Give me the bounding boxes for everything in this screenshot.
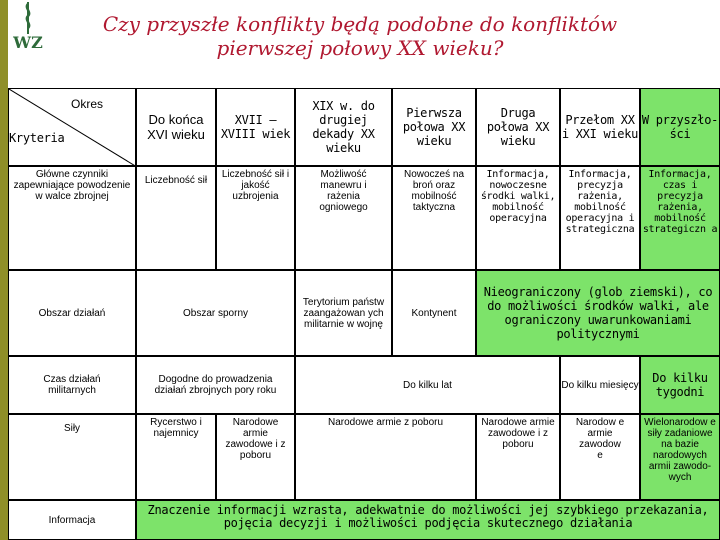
sily-wielonarodowe: Wielonarodow e siły zadaniowe na bazie narodowych armii zawodo-wych: [640, 414, 720, 500]
page-title: [60, 12, 660, 60]
title-line-2: pierwszej połowy XX wieku?: [216, 36, 504, 60]
col-header-6: W przyszło-ści: [640, 88, 720, 166]
czynniki-cell-0: Liczebność sił: [136, 166, 216, 270]
row-label-sily: Siły: [8, 414, 136, 500]
header-kryteria: Kryteria: [9, 131, 65, 145]
wz-logo-icon: [8, 0, 48, 52]
logo-text: WZ: [13, 33, 43, 52]
title-line-1: Czy przyszłe konflikty będą podobne do konfliktów: [102, 12, 618, 36]
header-corner-cell: [8, 88, 136, 166]
czynniki-cell-6: Informacja, czas i precyzja rażenia, mobilność strategiczn a: [640, 166, 720, 270]
czas-kilku-miesiecy: Do kilku miesięcy: [560, 356, 640, 414]
obszar-sporny: Obszar sporny: [136, 270, 295, 356]
row-label-informacja: Informacja: [8, 500, 136, 540]
czas-dogodne: Dogodne do prowadzenia działań zbrojnych pory roku: [136, 356, 295, 414]
sily-narodowe-pobor: Narodowe armie z poboru: [295, 414, 476, 500]
col-header-3: Pierwsza połowa XX wieku: [392, 88, 476, 166]
sily-narodowe-2: Narodowe armie zawodowe i z poboru: [476, 414, 560, 500]
row-label-czas: Czas działań militarnych: [8, 356, 136, 414]
sily-narodowe-1: Narodowe armie zawodowe i z poboru: [216, 414, 295, 500]
czynniki-cell-3: Nowocześ na broń oraz mobilność taktyczna: [392, 166, 476, 270]
informacja-text: Znaczenie informacji wzrasta, adekwatnie do możliwości jej szybkiego przekazania, pojęcia decyzji i możliwości podjęcia skutecznego działania: [136, 500, 720, 540]
header-okres: Okres: [71, 97, 104, 111]
col-header-1: XVII – XVIII wiek: [216, 88, 295, 166]
col-header-5: Przełom XX i XXI wieku: [560, 88, 640, 166]
row-label-czynniki: Główne czynniki zapewniające powodzenie w walce zbrojnej: [8, 166, 136, 270]
row-label-obszar: Obszar działań: [8, 270, 136, 356]
czynniki-cell-4: Informacja, nowoczesne środki walki, mobilność operacyjna: [476, 166, 560, 270]
sidebar-accent-bar: [0, 0, 8, 540]
czas-kilku-lat: Do kilku lat: [295, 356, 560, 414]
czynniki-cell-2: Możliwość manewru i rażenia ogniowego: [295, 166, 392, 270]
col-header-4: Druga połowa XX wieku: [476, 88, 560, 166]
czas-kilku-tygodni: Do kilku tygodni: [640, 356, 720, 414]
col-header-0: Do końca XVI wieku: [136, 88, 216, 166]
obszar-terytorium: Terytorium państw zaangażowan ych militarnie w wojnę: [295, 270, 392, 356]
sily-narodowe-3: Narodow e armie zawodow e: [560, 414, 640, 500]
obszar-kontynent: Kontynent: [392, 270, 476, 356]
sily-rycerstwo: Rycerstwo i najemnicy: [136, 414, 216, 500]
czynniki-cell-5: Informacja, precyzja rażenia, mobilność operacyjna i strategiczna: [560, 166, 640, 270]
czynniki-cell-1: Liczebność sił i jakość uzbrojenia: [216, 166, 295, 270]
obszar-nieograniczony: Nieograniczony (glob ziemski), co do możliwości środków walki, ale ograniczony uwarunkowaniami politycznymi: [476, 270, 720, 356]
col-header-2: XIX w. do drugiej dekady XX wieku: [295, 88, 392, 166]
